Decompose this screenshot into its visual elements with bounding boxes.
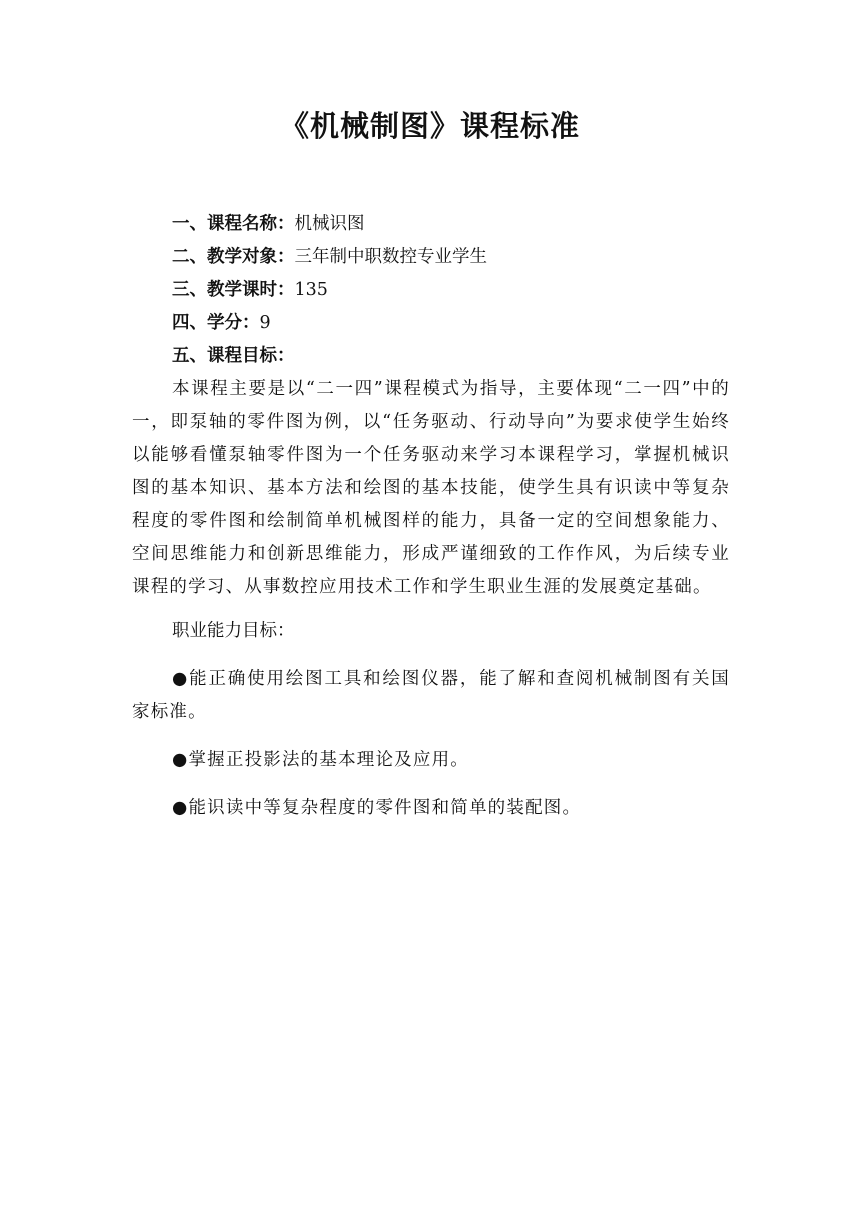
field-course-objectives xyxy=(132,340,730,373)
bullet-item: ●能识读中等复杂程度的零件图和简单的装配图。 xyxy=(172,798,582,818)
field-label: 三、教学课时： xyxy=(172,280,295,300)
field-label: 五、课程目标： xyxy=(172,346,295,366)
field-value: 机械识图 xyxy=(294,214,365,234)
field-course-name xyxy=(132,208,730,241)
field-value: 三年制中职数控专业学生 xyxy=(294,247,487,267)
field-label: 二、教学对象： xyxy=(172,247,295,267)
objective-paragraph: 本课程主要是以“二一四”课程模式为指导，主要体现“二一四”中的一，即泵轴的零件图为例，以“任务驱动、行动导向”为要求使学生始终以能够看懂泵轴零件图为一个任务驱动来学习本课程学习，掌握机械识图的基本知识、基本方法和绘图的基本技能，使学生具有识读中等复杂程度的零件图和绘制简单机械图样的能力，具备一定的空间想象能力、空间思维能力和创新思维能力，形成严谨细致的工作作风，为后续专业课程的学习、从事数控应用技术工作和学生职业生涯的发展奠定基础。 xyxy=(132,379,730,597)
field-value: 9 xyxy=(259,313,271,333)
bullet-item: ●掌握正投影法的基本理论及应用。 xyxy=(172,750,469,770)
field-class-hours xyxy=(132,274,730,307)
field-label: 四、学分： xyxy=(172,313,260,333)
bullet-item: ●能正确使用绘图工具和绘图仪器，能了解和查阅机械制图有关国家标准。 xyxy=(132,669,730,722)
ability-heading: 职业能力目标： xyxy=(172,621,295,641)
document-title: 《机械制图》课程标准 xyxy=(279,109,580,143)
field-teaching-target xyxy=(132,241,730,274)
document-body xyxy=(132,208,730,825)
field-label: 一、课程名称： xyxy=(172,214,295,234)
field-value: 135 xyxy=(294,280,328,300)
field-credits xyxy=(132,307,730,340)
